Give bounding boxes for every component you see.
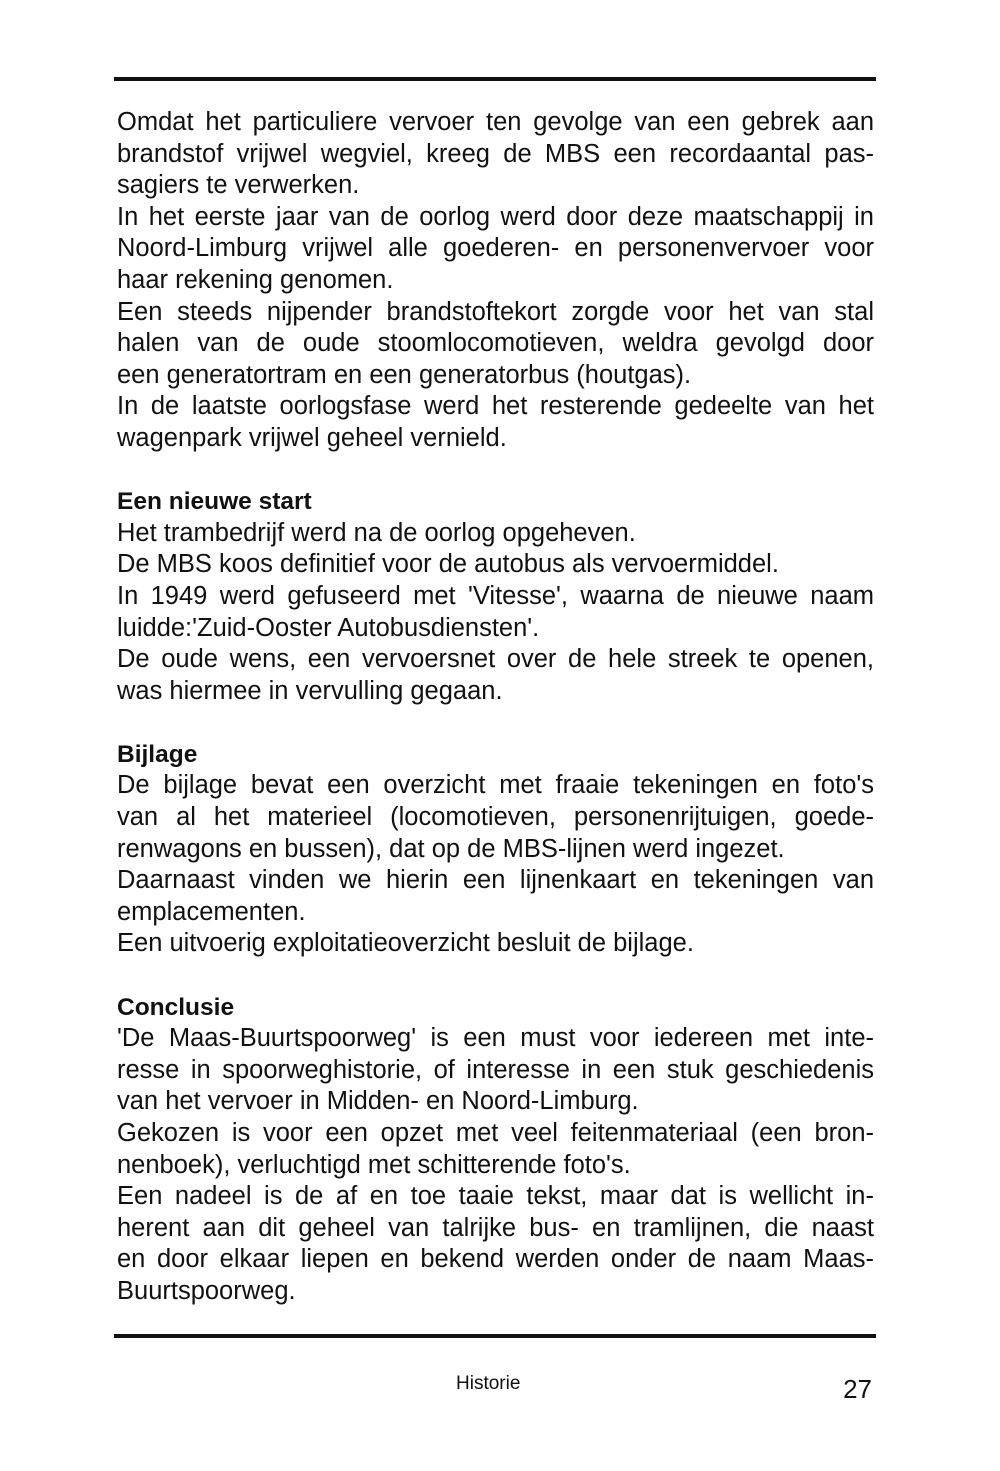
text-line: van het vervoer in Midden- en Noord-Limburg. — [117, 1087, 639, 1116]
footer-section-label: Historie — [456, 1373, 521, 1394]
section-gap — [117, 960, 874, 992]
section-heading: Bijlage — [117, 740, 198, 768]
section-appendix — [117, 739, 874, 960]
paragraph — [117, 107, 874, 202]
text-line: haar rekening genomen. — [117, 265, 394, 294]
text-line: luidde:'Zuid-Ooster Autobusdiensten'. — [117, 613, 540, 642]
section-gap — [117, 707, 874, 739]
text-line: Daarnaast vinden we hierin een lijnenkaart en tekeningen van — [117, 866, 874, 895]
text-line: van al het materieel (locomotieven, personenrijtuigen, goede- — [117, 803, 874, 832]
bottom-rule — [114, 1334, 876, 1338]
paragraph — [117, 391, 874, 454]
top-rule — [114, 77, 876, 81]
text-line: In het eerste jaar van de oorlog werd door deze maatschappij in — [117, 202, 874, 231]
text-line: sagiers te verwerken. — [117, 171, 360, 200]
text-line: Noord-Limburg vrijwel alle goederen- en personenvervoer voor — [117, 234, 874, 263]
text-line: brandstof vrijwel wegviel, kreeg de MBS een recordaantal pas- — [117, 139, 874, 168]
paragraph — [117, 549, 874, 581]
paragraph — [117, 770, 874, 865]
paragraph — [117, 865, 874, 928]
text-line: en door elkaar liepen en bekend werden onder de naam Maas- — [117, 1245, 874, 1274]
paragraph — [117, 297, 874, 392]
section-heading: Conclusie — [117, 993, 235, 1021]
text-line: De bijlage bevat een overzicht met fraaie tekeningen en foto's — [117, 771, 874, 800]
text-line: Het trambedrijf werd na de oorlog opgeheven. — [117, 518, 636, 547]
text-line: De oude wens, een vervoersnet over de hele streek te openen, — [117, 645, 874, 674]
text-line: resse in spoorweghistorie, of interesse in een stuk geschiedenis — [117, 1055, 874, 1084]
text-line: Gekozen is voor een opzet met veel feitenmateriaal (een bron- — [117, 1119, 874, 1147]
text-line: halen van de oude stoomlocomotieven, weldra gevolgd door — [117, 329, 874, 358]
text-line: Buurtspoorweg. — [117, 1276, 296, 1305]
section-conclusion — [117, 992, 874, 1308]
text-line: 'De Maas-Buurtspoorweg' is een must voor iedereen met inte- — [117, 1024, 874, 1053]
page-number: 27 — [843, 1374, 872, 1404]
paragraph — [117, 644, 874, 707]
text-line: Een nadeel is de af en toe taaie tekst, maar dat is wellicht in- — [117, 1182, 874, 1211]
paragraph — [117, 581, 874, 644]
text-line: De MBS koos definitief voor de autobus als vervoermiddel. — [117, 550, 779, 579]
text-line: In de laatste oorlogsfase werd het resterende gedeelte van het — [117, 392, 874, 421]
article-body — [117, 107, 874, 1308]
text-line: was hiermee in vervulling gegaan. — [117, 676, 503, 705]
text-line: Een uitvoerig exploitatieoverzicht besluit de bijlage. — [117, 929, 694, 958]
text-line: Omdat het particuliere vervoer ten gevolge van een gebrek aan — [117, 108, 874, 136]
text-line: emplacementen. — [117, 897, 306, 926]
text-line: renwagons en bussen), dat op de MBS-lijnen werd ingezet. — [117, 834, 785, 863]
text-line: Een steeds nijpender brandstoftekort zorgde voor het van stal — [117, 297, 874, 326]
text-line: In 1949 werd gefuseerd met 'Vitesse', waarna de nieuwe naam — [117, 581, 874, 610]
section-heading: Een nieuwe start — [117, 488, 312, 516]
paragraph — [117, 1118, 874, 1181]
paragraph — [117, 518, 874, 550]
text-line: een generatortram en een generatorbus (houtgas). — [117, 360, 692, 389]
text-line: nenboek), verluchtigd met schitterende foto's. — [117, 1150, 631, 1179]
paragraph — [117, 1023, 874, 1118]
section-gap — [117, 455, 874, 487]
paragraph — [117, 928, 874, 960]
paragraph — [117, 202, 874, 297]
paragraph — [117, 1181, 874, 1307]
text-line: herent aan dit geheel van talrijke bus- en tramlijnen, die naast — [117, 1213, 874, 1242]
section-new-start — [117, 486, 874, 707]
text-line: wagenpark vrijwel geheel vernield. — [117, 423, 507, 452]
